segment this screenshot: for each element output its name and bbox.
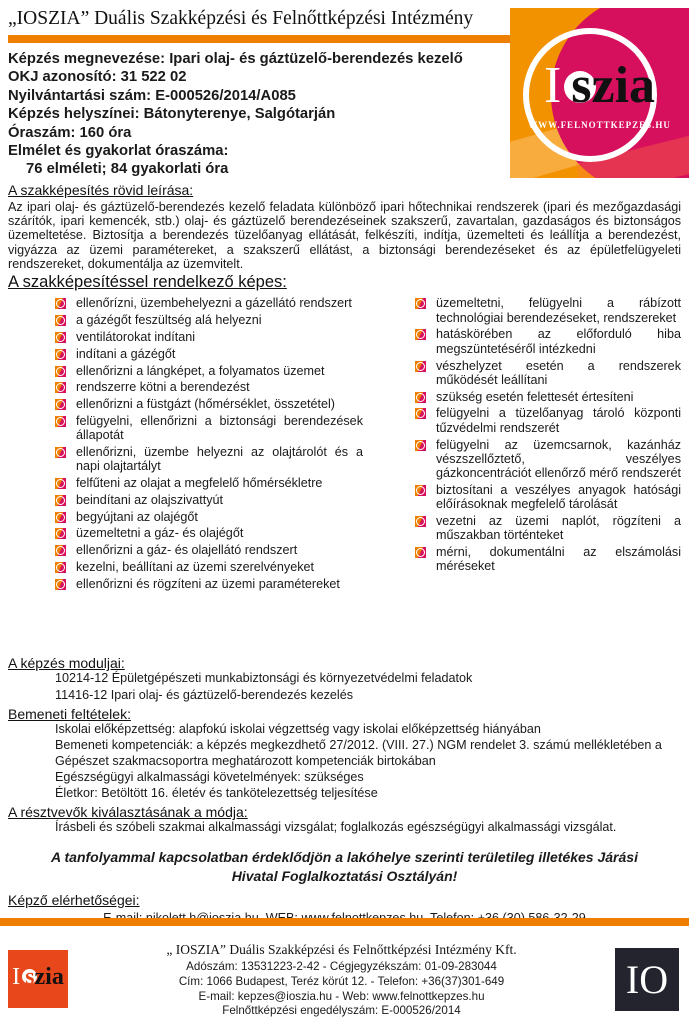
competency-list-right bbox=[415, 296, 681, 652]
list-item: vészhelyzet esetén a rendszerek működését leállítani bbox=[415, 359, 681, 388]
footer-company-block bbox=[68, 940, 615, 1019]
list-item: mérni, dokumentálni az elszámolási méréseket bbox=[415, 545, 681, 574]
orange-divider-bar bbox=[8, 35, 512, 43]
footer-io-logo: IO bbox=[615, 948, 679, 1011]
logo-bullet-icon bbox=[415, 516, 426, 527]
list-item: vezetni az üzemi naplót, rögzíteni a műszakban történteket bbox=[415, 514, 681, 543]
logo-bullet-icon bbox=[415, 329, 426, 340]
requirement-item: Egészségügyi alkalmassági követelmények: szükséges bbox=[55, 769, 364, 784]
logo-bullet-icon bbox=[55, 399, 66, 410]
ioszia-logo bbox=[510, 8, 689, 178]
list-item: hatáskörében az előforduló hiba megszüntetéséről intézkedni bbox=[415, 327, 681, 356]
logo-bullet-icon bbox=[55, 562, 66, 573]
list-item: ellenőrizni a füstgázt (hőmérséklet, összetétel) bbox=[55, 397, 363, 411]
logo-bullet-icon bbox=[55, 332, 66, 343]
footer-ioszia-logo: I szia bbox=[8, 950, 68, 1008]
section-heading-modules: A képzés moduljai: bbox=[8, 655, 125, 672]
course-theory-practice-hours: 76 elméleti; 84 gyakorlati óra bbox=[26, 161, 229, 178]
list-item: ellenőrizni, üzembe helyezni az olajtárolót és a napi olajtartályt bbox=[55, 445, 363, 474]
module-item: 10214-12 Épületgépészeti munkabiztonsági és környezetvédelmi feladatok bbox=[55, 671, 473, 686]
requirement-item: Bemeneti kompetenciák: a képzés megkezdhető 27/2012. (VIII. 27.) NGM rendelet 3. számú mellékletében a Gépészet szakmacsoportra meghatározott kompetenciák birtokában bbox=[55, 738, 662, 768]
course-registry-number: Nyilvántartási szám: E-000526/2014/A085 bbox=[8, 87, 296, 104]
course-hours: Óraszám: 160 óra bbox=[8, 124, 132, 141]
logo-bullet-icon bbox=[415, 298, 426, 309]
logo-bullet-icon bbox=[415, 392, 426, 403]
logo-bullet-icon bbox=[55, 495, 66, 506]
description-paragraph: Az ipari olaj- és gáztüzelő-berendezés kezelő feladata különböző ipari hőtechnikai rendszerek (ipari és mezőgazdasági szárítók, ipari kemencék, stb.) olaj- és gáztüzelő berendezéseinek szakszerű, zavartalan, gazdaságos és biztonságos üzemeltetése. Biztosítja a berendezés tüzelőanyag ellátását, felkészíti, indítja, üzemelteti és leállítja a berendezést, vigyázza az üzemi paramétereket, a szakszerű ellátást, a biztonsági berendezéseket és az épületfelügyeleti rendszereket, dokumentálja az üzemvitelt. bbox=[8, 199, 681, 272]
job-office-notice: A tanfolyammal kapcsolatban érdeklődjön a lakóhelye szerinti területileg illetékes Járási Hivatal Foglalkoztatási Osztályán! bbox=[51, 848, 638, 884]
course-theory-practice-label: Elmélet és gyakorlat óraszáma: bbox=[8, 143, 229, 160]
competency-list-left bbox=[55, 296, 363, 652]
logo-bullet-icon bbox=[55, 447, 66, 458]
list-item: üzemeltetni a gáz- és olajégőt bbox=[55, 526, 363, 540]
logo-wordmark: I szia bbox=[543, 57, 656, 114]
list-item: felügyelni a tüzelőanyag tároló központi tűzvédelmi rendszerét bbox=[415, 406, 681, 435]
logo-bullet-icon bbox=[55, 366, 66, 377]
footer-company-name: „ IOSZIA” Duális Szakképzési és Felnőttképzési Intézmény Kft. bbox=[166, 942, 517, 957]
logo-bullet-icon bbox=[55, 416, 66, 427]
list-item: ventilátorokat indítani bbox=[55, 330, 363, 344]
document-body bbox=[0, 182, 689, 925]
section-heading-requirements: Bemeneti feltételek: bbox=[8, 705, 131, 722]
logo-bullet-icon bbox=[415, 361, 426, 372]
logo-bullet-icon bbox=[55, 478, 66, 489]
logo-bullet-icon bbox=[55, 512, 66, 523]
course-name: Képzés megnevezése: Ipari olaj- és gáztüzelő-berendezés kezelő bbox=[8, 51, 463, 67]
logo-bullet-icon bbox=[415, 547, 426, 558]
footer bbox=[0, 918, 689, 1024]
list-item: indítani a gázégőt bbox=[55, 347, 363, 361]
list-item: ellenőrizni a gáz- és olajellátó rendszert bbox=[55, 543, 363, 557]
footer-email-web-line: E-mail: kepzes@ioszia.hu - Web: www.felnottkepzes.hu bbox=[198, 989, 485, 1003]
footer-content bbox=[0, 926, 689, 1019]
list-item: ellenőrízni, üzembehelyezni a gázellátó rendszert bbox=[55, 296, 363, 310]
list-item: ellenőrizni a lángképet, a folyamatos üzemet bbox=[55, 364, 363, 378]
course-info-block bbox=[8, 50, 508, 179]
list-item: szükség esetén felettesét értesíteni bbox=[415, 390, 681, 404]
list-item: felfűteni az olajat a megfelelő hőmérsékletre bbox=[55, 476, 363, 490]
module-item: 11416-12 Ipari olaj- és gáztüzelő-berendezés kezelés bbox=[55, 687, 354, 702]
requirement-item: Iskolai előképzettség: alapfokú iskolai végzettség vagy iskolai előképzettség hiányában bbox=[55, 721, 541, 736]
logo-bullet-icon bbox=[55, 579, 66, 590]
logo-bullet-icon bbox=[55, 349, 66, 360]
list-item: a gázégőt feszültség alá helyezni bbox=[55, 313, 363, 327]
footer-address-line: Cím: 1066 Budapest, Teréz körút 12. - Telefon: +36(37)301-649 bbox=[178, 974, 505, 988]
course-okj-id: OKJ azonosító: 31 522 02 bbox=[8, 69, 187, 86]
header bbox=[0, 0, 689, 179]
footer-orange-bar bbox=[0, 918, 689, 926]
logo-bullet-icon bbox=[55, 382, 66, 393]
course-locations: Képzés helyszínei: Bátonyterenye, Salgótarján bbox=[8, 106, 336, 123]
requirement-item: Életkor: Betöltött 16. életév és tankötelezettség teljesítése bbox=[55, 786, 378, 801]
list-item: felügyelni, ellenőrizni a biztonsági berendezések állapotát bbox=[55, 414, 363, 443]
requirements-list bbox=[8, 722, 681, 801]
logo-bullet-icon bbox=[415, 408, 426, 419]
logo-bullet-icon bbox=[415, 440, 426, 451]
logo-bullet-icon bbox=[55, 545, 66, 556]
list-item: üzemeltetni, felügyelni a rábízott technológiai berendezéseket, rendszereket bbox=[415, 296, 681, 325]
list-item: ellenőrizni és rögzíteni az üzemi paramétereket bbox=[55, 577, 363, 591]
logo-bullet-icon bbox=[55, 315, 66, 326]
section-heading-selection: A résztvevők kiválasztásának a módja: bbox=[8, 804, 248, 821]
list-item: kezelni, beállítani az üzemi szerelvényeket bbox=[55, 560, 363, 574]
list-item: begyújtani az olajégőt bbox=[55, 510, 363, 524]
footer-tax-line: Adószám: 13531223-2-42 - Cégjegyzékszám: 01-09-283044 bbox=[186, 960, 497, 973]
list-item: biztosítani a veszélyes anyagok hatósági előírásoknak megfelelő tárolását bbox=[415, 483, 681, 512]
section-heading-contact: Képző elérhetőségei: bbox=[8, 891, 140, 908]
list-item: felügyelni az üzemcsarnok, kazánház vészszellőztető, veszélyes gázkoncentrációt ellenőrző mérő rendszerét bbox=[415, 438, 681, 481]
list-item: beindítani az olajszivattyút bbox=[55, 493, 363, 507]
section-heading-competencies: A szakképesítéssel rendelkező képes: bbox=[8, 273, 287, 292]
footer-license-line: Felnőttképzési engedélyszám: E-000526/2014 bbox=[222, 1004, 461, 1018]
module-list bbox=[8, 671, 681, 703]
list-item: rendszerre kötni a berendezést bbox=[55, 380, 363, 394]
section-heading-description: A szakképesítés rövid leírása: bbox=[8, 181, 194, 198]
institution-title: „IOSZIA” Duális Szakképzési és Felnőttképzési Intézmény bbox=[8, 8, 474, 29]
selection-text: Írásbeli és szóbeli szakmai alkalmassági vizsgálat; foglalkozás egészségügyi alkalmassági vizsgálat. bbox=[55, 820, 617, 835]
logo-bullet-icon bbox=[55, 528, 66, 539]
logo-bullet-icon bbox=[55, 298, 66, 309]
competency-columns bbox=[8, 296, 681, 652]
logo-bullet-icon bbox=[415, 485, 426, 496]
logo-website-text: WWW.FELNOTTKEPZES.HU bbox=[528, 120, 671, 130]
